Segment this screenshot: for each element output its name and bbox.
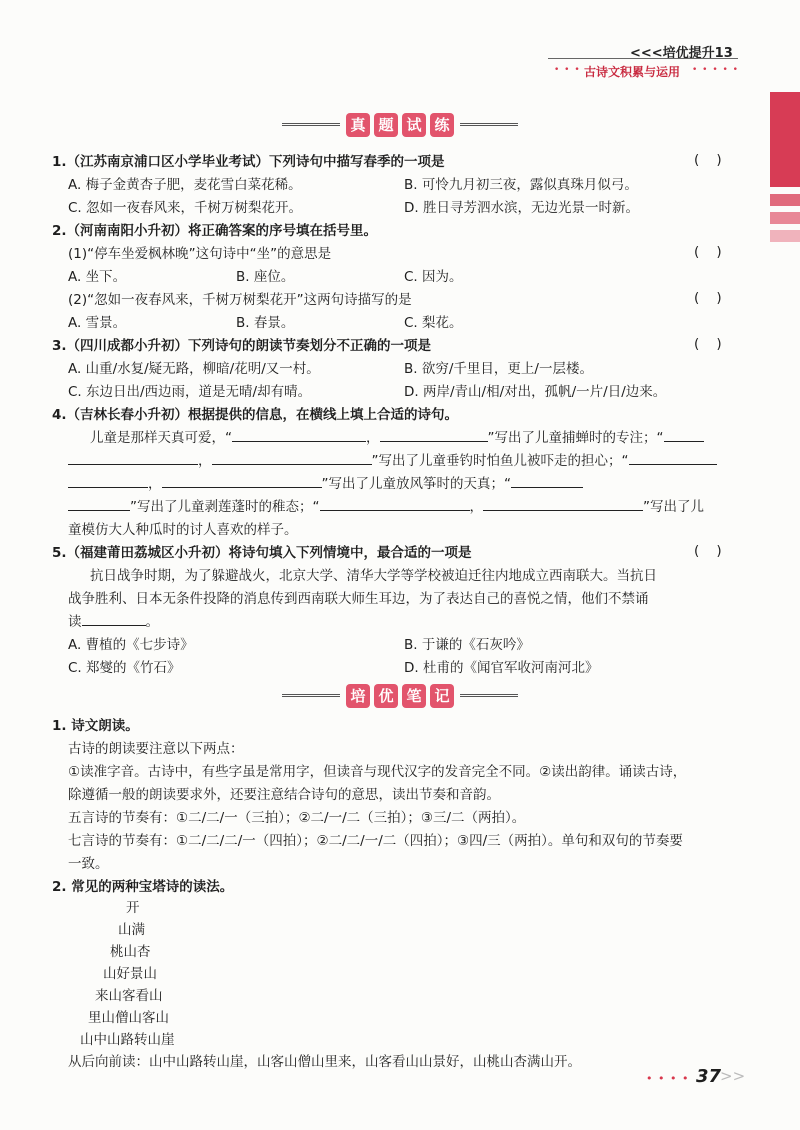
notes-line: 除遵循一般的朗读要求外，还要注意结合诗句的意思，读出节奏和音韵。 bbox=[68, 787, 500, 803]
q1-option-c[interactable]: C. 忽如一夜春风来，千树万树梨花开。 bbox=[68, 200, 303, 216]
pagoda-row: 桃山杏 bbox=[110, 944, 151, 960]
notes-line: 古诗的朗读要注意以下两点： bbox=[68, 741, 244, 757]
notes-line: 一致。 bbox=[68, 856, 109, 872]
title-rule-right bbox=[460, 694, 518, 697]
side-tab-3 bbox=[770, 212, 800, 224]
header-rule bbox=[548, 58, 738, 59]
q2-stem: 2.（河南南阳小升初）将正确答案的序号填在括号里。 bbox=[52, 223, 378, 239]
page-dots: • • • • bbox=[646, 1072, 690, 1085]
q2-sub2-option-c[interactable]: C. 梨花。 bbox=[404, 315, 463, 331]
q5-blank[interactable] bbox=[82, 612, 146, 626]
q4-text: ， bbox=[469, 499, 483, 515]
q3-stem: 3.（四川成都小升初）下列诗句的朗读节奏划分不正确的一项是 bbox=[52, 338, 432, 354]
pagoda-row: 山好景山 bbox=[103, 966, 157, 982]
q3-option-a[interactable]: A. 山重/水复/疑无路，柳暗/花明/又一村。 bbox=[68, 361, 320, 377]
q4-blank[interactable] bbox=[162, 474, 322, 488]
q4-text: 儿童是那样天真可爱，“ bbox=[90, 430, 232, 446]
header-title: <<<培优提升13 bbox=[630, 46, 733, 61]
title-char: 题 bbox=[374, 113, 398, 137]
q5-passage-line-1: 抗日战争时期，为了躲避战火，北京大学、清华大学等学校被迫迁往内地成立西南联大。当抗日 bbox=[90, 568, 657, 584]
q5-option-c[interactable]: C. 郑燮的《竹石》 bbox=[68, 660, 181, 676]
header-dots-right: • • • • • bbox=[692, 65, 739, 75]
notes-heading-1: 1. 诗文朗读。 bbox=[52, 718, 139, 734]
notes-line: 从后向前读：山中山路转山崖，山客山僧山里来，山客看山山景好，山桃山杏满山开。 bbox=[68, 1054, 581, 1070]
q4-blank[interactable] bbox=[664, 428, 704, 442]
q4-blank[interactable] bbox=[212, 451, 372, 465]
q4-blank[interactable] bbox=[380, 428, 488, 442]
q4-text: ， bbox=[148, 476, 162, 492]
q4-text: ， bbox=[198, 453, 212, 469]
q3-option-c[interactable]: C. 东边日出/西边雨，道是无晴/却有晴。 bbox=[68, 384, 312, 400]
q4-stem: 4.（吉林长春小升初）根据提供的信息，在横线上填上合适的诗句。 bbox=[52, 407, 459, 423]
pagoda-row: 山中山路转山崖 bbox=[80, 1032, 175, 1048]
q2-sub2: (2)“忽如一夜春风来，千树万树梨花开”这两句诗描写的是 bbox=[68, 292, 412, 308]
side-tab-1 bbox=[770, 92, 800, 187]
title-char: 培 bbox=[346, 684, 370, 708]
q5-passage-line-3 bbox=[68, 612, 159, 632]
q3-answer-paren[interactable]: ( ) bbox=[694, 336, 722, 352]
title-rule-right bbox=[460, 123, 518, 126]
q4-line-5: 童模仿大人种瓜时的讨人喜欢的样子。 bbox=[68, 522, 298, 538]
q4-text: ， bbox=[366, 430, 380, 446]
pagoda-row: 开 bbox=[126, 900, 140, 916]
q4-blank[interactable] bbox=[68, 497, 130, 511]
q4-blank[interactable] bbox=[320, 497, 470, 511]
header-subtitle: 古诗文积累与运用 bbox=[584, 65, 681, 79]
q2-sub1-answer-paren[interactable]: ( ) bbox=[694, 244, 722, 260]
q4-line-3 bbox=[68, 474, 583, 494]
q1-option-b[interactable]: B. 可怜九月初三夜，露似真珠月似弓。 bbox=[404, 177, 638, 193]
side-tab-2 bbox=[770, 194, 800, 206]
notes-heading-2: 2. 常见的两种宝塔诗的读法。 bbox=[52, 879, 234, 895]
q2-sub2-option-a[interactable]: A. 雪景。 bbox=[68, 315, 127, 331]
q4-text: ”写出了儿童剥莲蓬时的稚态；“ bbox=[130, 499, 320, 515]
q4-blank[interactable] bbox=[232, 428, 366, 442]
q4-text: ”写出了儿童放风筝时的天真；“ bbox=[321, 476, 511, 492]
q3-option-d[interactable]: D. 两岸/青山/相/对出，孤帆/一片/日/边来。 bbox=[404, 384, 667, 400]
title-chars bbox=[338, 113, 462, 137]
q4-line-2 bbox=[68, 451, 717, 471]
q5-passage-line-2: 战争胜利、日本无条件投降的消息传到西南联大师生耳边，为了表达自己的喜悦之情，他们不禁诵 bbox=[68, 591, 649, 607]
section-title-practice bbox=[280, 113, 520, 143]
q4-line-1 bbox=[90, 428, 704, 448]
q4-blank[interactable] bbox=[68, 474, 148, 488]
title-char: 试 bbox=[402, 113, 426, 137]
pagoda-row: 山满 bbox=[118, 922, 145, 938]
side-tab-4 bbox=[770, 230, 800, 242]
next-arrow-icon: >> bbox=[720, 1067, 746, 1085]
section-title-notes bbox=[280, 684, 520, 714]
q1-stem: 1.（江苏南京浦口区小学毕业考试）下列诗句中描写春季的一项是 bbox=[52, 154, 445, 170]
pagoda-row: 来山客看山 bbox=[95, 988, 163, 1004]
q5-option-b[interactable]: B. 于谦的《石灰吟》 bbox=[404, 637, 530, 653]
q2-sub1-option-c[interactable]: C. 因为。 bbox=[404, 269, 463, 285]
q5-text: 。 bbox=[145, 614, 159, 630]
notes-line: ①读准字音。古诗中，有些字虽是常用字，但读音与现代汉字的发音完全不同。②读出韵律。诵读古诗， bbox=[68, 764, 687, 780]
q2-sub2-option-b[interactable]: B. 春景。 bbox=[236, 315, 295, 331]
q2-sub1: (1)“停车坐爱枫林晚”这句诗中“坐”的意思是 bbox=[68, 246, 332, 262]
q5-text: 读 bbox=[68, 614, 82, 630]
q4-blank[interactable] bbox=[629, 451, 717, 465]
q2-sub1-option-a[interactable]: A. 坐下。 bbox=[68, 269, 127, 285]
q2-sub1-option-b[interactable]: B. 座位。 bbox=[236, 269, 295, 285]
q3-option-b[interactable]: B. 欲穷/千里目，更上/一层楼。 bbox=[404, 361, 593, 377]
title-rule-left bbox=[282, 123, 340, 126]
pagoda-row: 里山僧山客山 bbox=[88, 1010, 169, 1026]
title-char: 笔 bbox=[402, 684, 426, 708]
title-chars bbox=[338, 684, 462, 708]
q5-option-d[interactable]: D. 杜甫的《闻官军收河南河北》 bbox=[404, 660, 599, 676]
q1-option-d[interactable]: D. 胜日寻芳泗水滨，无边光景一时新。 bbox=[404, 200, 639, 216]
header-dots-left: • • • bbox=[554, 65, 581, 75]
q4-line-4 bbox=[68, 497, 704, 517]
q4-text: ”写出了儿童捕蝉时的专注；“ bbox=[487, 430, 664, 446]
q1-option-a[interactable]: A. 梅子金黄杏子肥，麦花雪白菜花稀。 bbox=[68, 177, 302, 193]
title-rule-left bbox=[282, 694, 340, 697]
q4-blank[interactable] bbox=[483, 497, 643, 511]
q5-stem: 5.（福建莆田荔城区小升初）将诗句填入下列情境中，最合适的一项是 bbox=[52, 545, 472, 561]
q5-answer-paren[interactable]: ( ) bbox=[694, 543, 722, 559]
q1-answer-paren[interactable]: ( ) bbox=[694, 152, 722, 168]
page-number: 37 bbox=[696, 1066, 722, 1087]
q5-option-a[interactable]: A. 曹植的《七步诗》 bbox=[68, 637, 194, 653]
q4-blank[interactable] bbox=[511, 474, 583, 488]
notes-line: 七言诗的节奏有：①二/二/二/一（四拍）；②二/二/一/二（四拍）；③四/三（两拍）。单句和双句的节奏要 bbox=[68, 833, 683, 849]
q2-sub2-answer-paren[interactable]: ( ) bbox=[694, 290, 722, 306]
q4-text: ”写出了儿童垂钓时怕鱼儿被吓走的担心；“ bbox=[371, 453, 629, 469]
title-char: 真 bbox=[346, 113, 370, 137]
q4-blank[interactable] bbox=[68, 451, 198, 465]
q4-text: ”写出了儿 bbox=[643, 499, 704, 515]
title-char: 练 bbox=[430, 113, 454, 137]
title-char: 记 bbox=[430, 684, 454, 708]
title-char: 优 bbox=[374, 684, 398, 708]
notes-line: 五言诗的节奏有：①二/二/一（三拍）；②二/一/二（三拍）；③三/二（两拍）。 bbox=[68, 810, 526, 826]
